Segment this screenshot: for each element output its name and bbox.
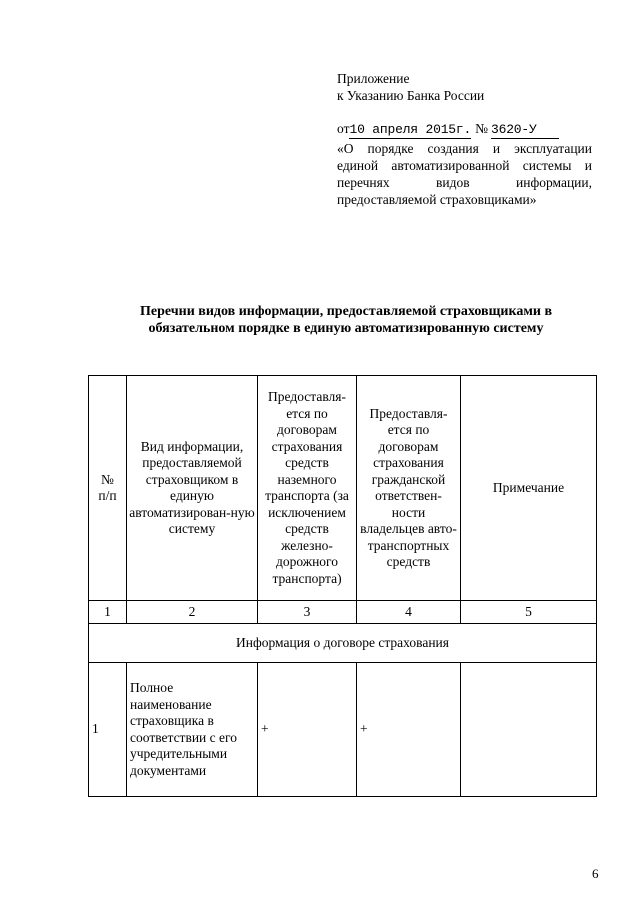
section-row <box>89 624 597 663</box>
order-reference <box>337 120 592 139</box>
page-number: 6 <box>592 866 599 881</box>
header-note: Примечание <box>461 376 597 601</box>
row-land-transport: + <box>258 663 357 797</box>
column-number: 3 <box>258 601 357 624</box>
order-desc-line: единой автоматизированной системы и <box>337 158 592 173</box>
order-date: 10 апреля 2015г. <box>349 122 472 137</box>
header-liability: Предоставля-ется по договорам страхования гражданской ответствен-ности владельцев авто-транспортных средств <box>357 376 461 601</box>
order-description <box>337 140 592 208</box>
column-number: 4 <box>357 601 461 624</box>
row-note <box>461 663 597 797</box>
table-row <box>89 663 597 797</box>
header-info-type: Вид информации, предоставляемой страховщиком в единую автоматизирован-ную систему <box>127 376 258 601</box>
order-number-sign: № <box>475 121 488 136</box>
order-from: от <box>337 121 350 136</box>
order-number: 3620-У <box>491 121 559 139</box>
title-line: обязательном порядке в единую автоматизированную систему <box>148 321 544 336</box>
order-desc-line: «О порядке создания и эксплуатации <box>337 141 592 156</box>
row-liability: + <box>357 663 461 797</box>
column-number: 5 <box>461 601 597 624</box>
header-number: № п/п <box>89 376 127 601</box>
row-info: Полное наименование страховщика в соответствии с его учредительными документами <box>127 663 258 797</box>
title-line: Перечни видов информации, предоставляемой страховщиками в <box>139 304 553 319</box>
table-header-row <box>89 376 597 601</box>
information-table <box>88 375 597 797</box>
appendix-reference: к Указанию Банка России <box>337 88 485 103</box>
appendix-label: Приложение <box>337 71 410 86</box>
column-number: 2 <box>127 601 258 624</box>
order-desc-line: перечнях видов информации, <box>337 175 592 190</box>
row-number: 1 <box>89 663 127 797</box>
column-number: 1 <box>89 601 127 624</box>
section-title: Информация о договоре страхования <box>89 624 597 663</box>
appendix-block <box>337 70 592 208</box>
document-title <box>90 303 602 337</box>
column-numbers-row <box>89 601 597 624</box>
header-land-transport: Предоставля-ется по договорам страхования средств наземного транспорта (за исключением средств железно-дорожного транспорта) <box>258 376 357 601</box>
order-desc-line: предоставляемой страховщиками» <box>337 192 537 207</box>
